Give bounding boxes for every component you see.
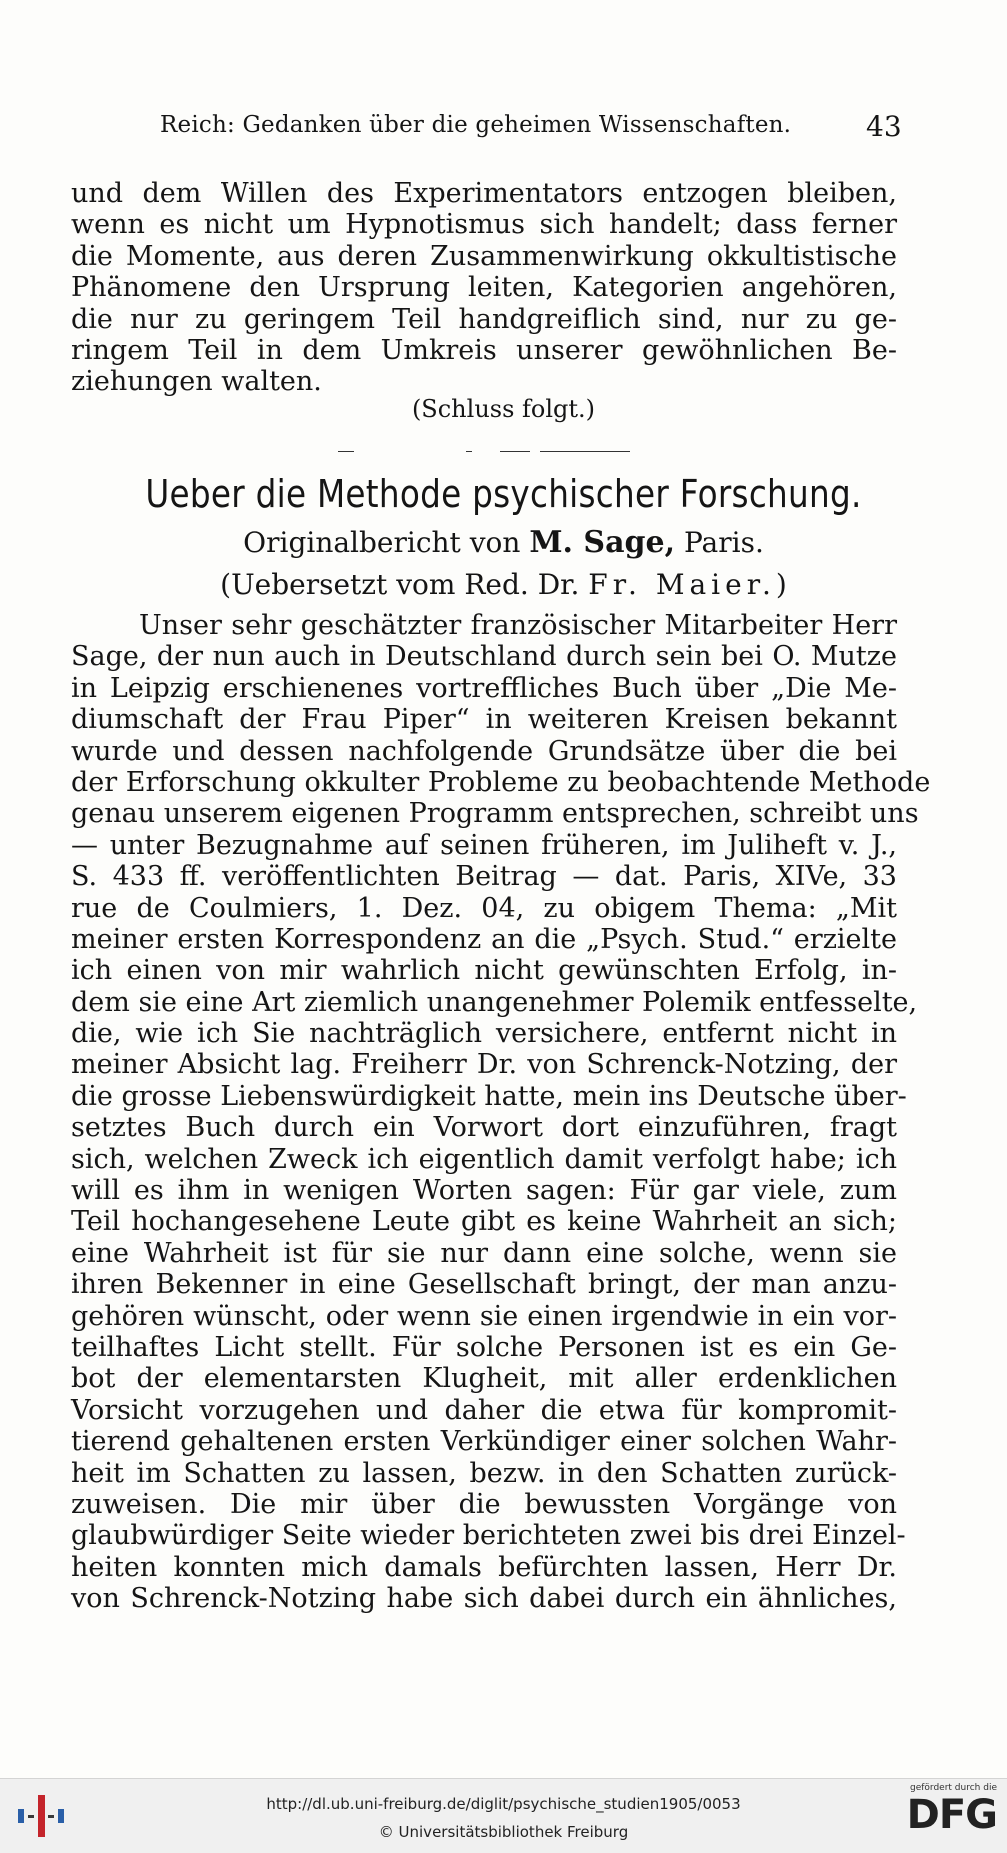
text-line: die nur zu geringem Teil handgreiflich sind, nur zu ge-: [71, 303, 897, 335]
text-line: eine Wahrheit ist für sie nur dann eine solche, wenn sie: [71, 1237, 897, 1269]
previous-article-text: [71, 178, 897, 398]
text-line: setztes Buch durch ein Vorwort dort einzuführen, fragt: [71, 1112, 897, 1144]
translator-name: Fr. Maier.: [588, 568, 776, 601]
viewer-footer: [0, 1778, 1007, 1853]
text-line: tierend gehaltenen ersten Verkündiger einer solchen Wahr-: [71, 1426, 897, 1458]
text-line: die grosse Liebenswürdigkeit hatte, mein ins Deutsche über-: [71, 1080, 907, 1112]
dfg-caption: gefördert durch die: [910, 1783, 997, 1793]
text-line: gehören wünscht, oder wenn sie einen irgendwie in ein vor-: [71, 1300, 897, 1332]
dfg-wordmark: DFG: [906, 1792, 997, 1838]
running-head: Reich: Gedanken über die geheimen Wissenschaften.: [160, 112, 792, 138]
text-line: ihren Bekenner in eine Gesellschaft bringt, der man anzu-: [71, 1269, 897, 1301]
text-line: Sage, der nun auch in Deutschland durch sein bei O. Mutze: [71, 641, 897, 673]
text-line: und dem Willen des Experimentators entzogen bleiben,: [71, 178, 897, 209]
text-line: — unter Bezugnahme auf seinen früheren, im Juliheft v. J.,: [71, 829, 897, 861]
author-name: M. Sage,: [529, 525, 676, 560]
to-be-continued-note: (Schluss folgt.): [411, 395, 596, 423]
text-line: in Leipzig erschienenes vortreffliches Buch über „Die Me-: [71, 672, 897, 704]
translator-prefix: (Uebersetzt vom Red. Dr.: [220, 568, 580, 601]
text-line: Vorsicht vorzugehen und daher die etwa für kompromit-: [71, 1394, 897, 1426]
byline-prefix: Originalbericht von: [243, 526, 521, 559]
text-line: meiner ersten Korrespondenz an die „Psych. Stud.“ erzielte: [71, 923, 897, 955]
text-line: bot der elementarsten Klugheit, mit aller erdenklichen: [71, 1363, 897, 1395]
text-line: teilhaftes Licht stellt. Für solche Personen ist es ein Ge-: [71, 1331, 897, 1363]
text-line: wurde und dessen nachfolgende Grundsätze über die bei: [71, 735, 897, 767]
source-url-link[interactable]: http://dl.ub.uni-freiburg.de/diglit/psychische_studien1905/0053: [266, 1795, 741, 1813]
text-line: heiten konnten mich damals befürchten lassen, Herr Dr.: [71, 1551, 897, 1583]
text-line: Unser sehr geschätzter französischer Mitarbeiter Herr: [139, 610, 897, 641]
text-line: ich einen von mir wahrlich nicht gewünschten Erfolg, in-: [71, 955, 897, 987]
text-line: ziehungen walten.: [71, 366, 322, 398]
text-line: rue de Coulmiers, 1. Dez. 04, zu obigem Thema: „Mit: [71, 892, 897, 924]
author-city: Paris.: [683, 526, 764, 559]
translator-suffix: ): [775, 568, 787, 601]
text-line: genau unserem eigenen Programm entsprechen, schreibt uns: [71, 798, 919, 830]
text-line: zuweisen. Die mir über die bewussten Vorgänge von: [71, 1488, 897, 1520]
text-line: heit im Schatten zu lassen, bezw. in den Schatten zurück-: [71, 1457, 897, 1489]
translator-note: [0, 568, 1007, 601]
text-line: wenn es nicht um Hypnotismus sich handelt; dass ferner: [71, 209, 897, 241]
text-line: meiner Absicht lag. Freiherr Dr. von Schrenck-Notzing, der: [71, 1049, 897, 1081]
text-line: sich, welchen Zweck ich eigentlich damit verfolgt habe; ich: [71, 1143, 897, 1175]
byline: [0, 525, 1007, 560]
dfg-logo: [893, 1783, 997, 1849]
text-line: will es ihm in wenigen Worten sagen: Für gar viele, zum: [71, 1175, 897, 1207]
text-line: dem sie eine Art ziemlich unangenehmer Polemik entfesselte,: [71, 986, 918, 1018]
text-line: der Erforschung okkulter Probleme zu beobachtende Methode: [71, 766, 931, 798]
text-line: S. 433 ff. veröffentlichten Beitrag — dat. Paris, XIVe, 33: [71, 861, 897, 893]
article-title: Ueber die Methode psychischer Forschung.: [145, 472, 862, 516]
text-line: die Momente, aus deren Zusammenwirkung okkultistische: [71, 240, 897, 272]
text-line: Phänomene den Ursprung leiten, Kategorien angehören,: [71, 272, 897, 304]
text-line: die, wie ich Sie nachträglich versichere, entfernt nicht in: [71, 1018, 897, 1050]
copyright-text: © Universitätsbibliothek Freiburg: [378, 1823, 629, 1841]
text-line: von Schrenck-Notzing habe sich dabei durch ein ähnliches,: [71, 1583, 897, 1615]
text-line: glaubwürdiger Seite wieder berichteten zwei bis drei Einzel-: [71, 1520, 906, 1552]
text-line: Teil hochangesehene Leute gibt es keine Wahrheit an sich;: [71, 1206, 897, 1238]
text-line: diumschaft der Frau Piper“ in weiteren Kreisen bekannt: [71, 704, 897, 736]
page-number: 43: [866, 110, 902, 143]
article-body: [71, 610, 931, 1615]
text-line: ringem Teil in dem Umkreis unserer gewöhnlichen Be-: [71, 334, 897, 366]
